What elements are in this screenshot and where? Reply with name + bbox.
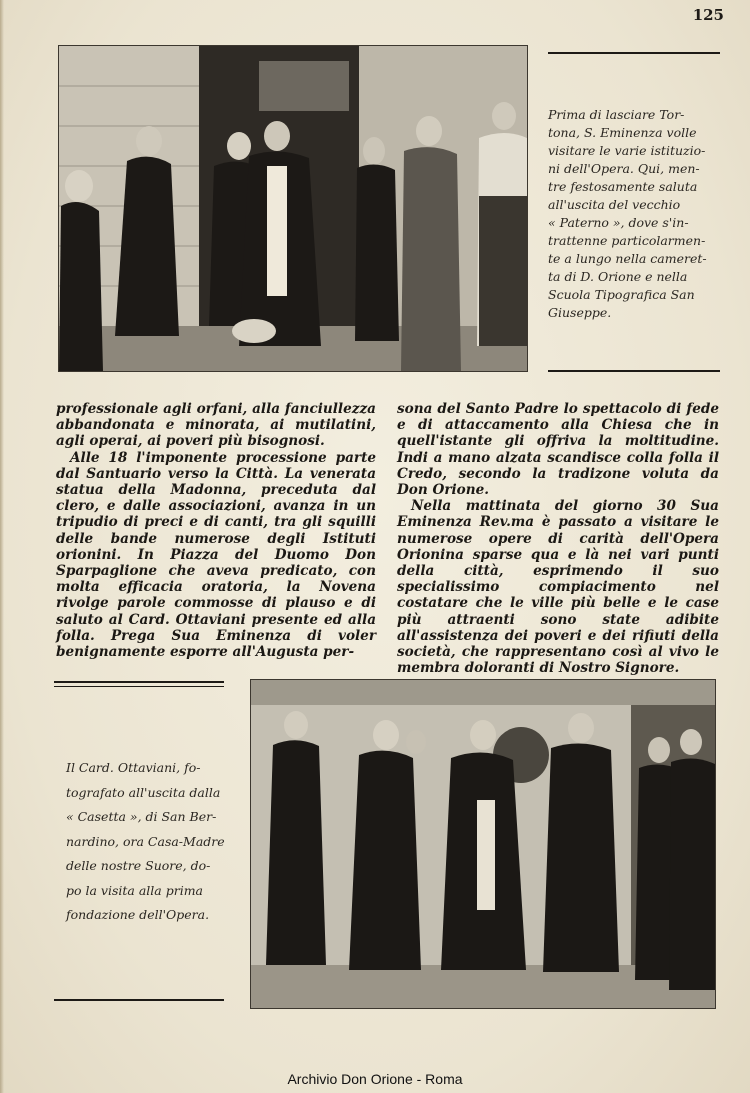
caption1-line: ni dell'Opera. Qui, men-: [548, 161, 700, 176]
page-edge-shadow: [0, 0, 4, 1093]
caption2-top-rule: [54, 681, 224, 683]
paragraph: Alle 18 l'imponente processione parte dal Santuario verso la Città. La venerata statua della Madonna, preceduta dal clero, e dalle associazioni, avanza in un tripudio di preci e di canti, tra gli squilli delle bande numerose degli Istituti orionini. In Piazza del Duomo Don Sparpaglione che aveva predicato, con molta efficacia oratoria, la Novena rivolge parole commosse di plauso e di saluto al Card. Ottaviani presente ed alla folla. Prega Sua Eminenza di voler benignamente esporre all'Augusta per-: [56, 449, 376, 661]
photo-cardinal-at-paterno: [58, 45, 528, 372]
caption1-bottom-rule: [548, 370, 720, 372]
caption2-line: po la visita alla prima: [66, 882, 203, 898]
text-column-left: [56, 401, 376, 660]
paragraph: Nella mattinata del giorno 30 Sua Eminenza Rev.ma è passato a visitare le numerose opere di carità dell'Opera Orionina sparse qua e là nei vari punti della città, esprimendo il suo specialissimo compiacimento nel costatare che le ville più belle e le case più attraenti sono state adibite all'assistenza dei poveri e dei rifiuti della società, che rappresentano così al vivo le membra doloranti di Nostro Signore.: [397, 498, 719, 677]
caption1-line: tre festosamente saluta: [548, 179, 698, 194]
caption1-line: visitare le varie istituzio-: [548, 143, 706, 158]
caption1-line: tona, S. Eminenza volle: [548, 125, 697, 140]
caption2-line: fondazione dell'Opera.: [66, 907, 210, 922]
caption1-line: Prima di lasciare Tor-: [548, 107, 685, 122]
caption1-line: ta di D. Orione e nella: [548, 269, 688, 284]
caption1-line: te a lungo nella cameret-: [548, 251, 707, 266]
page-number: 125: [692, 6, 724, 24]
caption2-line: nardino, ora Casa-Madre: [66, 833, 225, 849]
caption-bottom-photo: [66, 756, 226, 928]
caption2-line: « Casetta », di San Ber-: [66, 809, 217, 824]
photo-cardinal-at-paterno-image: [59, 46, 527, 371]
caption2-bottom-rule: [54, 999, 224, 1001]
caption1-line: Giuseppe.: [548, 305, 612, 320]
caption1-line: trattenne particolarmen-: [548, 233, 706, 248]
caption1-line: all'uscita del vecchio: [548, 197, 681, 212]
photo-cardinal-at-casetta: [250, 679, 716, 1009]
caption2-line: tografato all'uscita dalla: [66, 784, 221, 800]
caption-top-photo: [548, 106, 723, 322]
text-column-right: [397, 401, 719, 676]
caption1-line: « Paterno », dove s'in-: [548, 215, 689, 230]
caption1-top-rule: [548, 52, 720, 54]
archive-footer: Archivio Don Orione - Roma: [287, 1071, 463, 1087]
caption1-line: Scuola Tipografica San: [548, 287, 695, 302]
photo-cardinal-at-casetta-image: [251, 680, 715, 1008]
caption2-top-rule-thin: [54, 686, 224, 687]
paragraph: sona del Santo Padre lo spettacolo di fede e di attaccamento alla Chiesa che in quell'istante gli offriva la moltitudine. Indi a mano alzata scandisce colla folla il Credo, secondo la tradizone voluta da Don Orione.: [397, 401, 719, 499]
caption2-line: delle nostre Suore, do-: [66, 858, 211, 873]
caption2-line: Il Card. Ottaviani, fo-: [66, 760, 201, 775]
paragraph: professionale agli orfani, alla fanciullezza abbandonata e minorata, ai mutilatini, agli operai, ai poveri più bisognosi.: [56, 401, 376, 450]
